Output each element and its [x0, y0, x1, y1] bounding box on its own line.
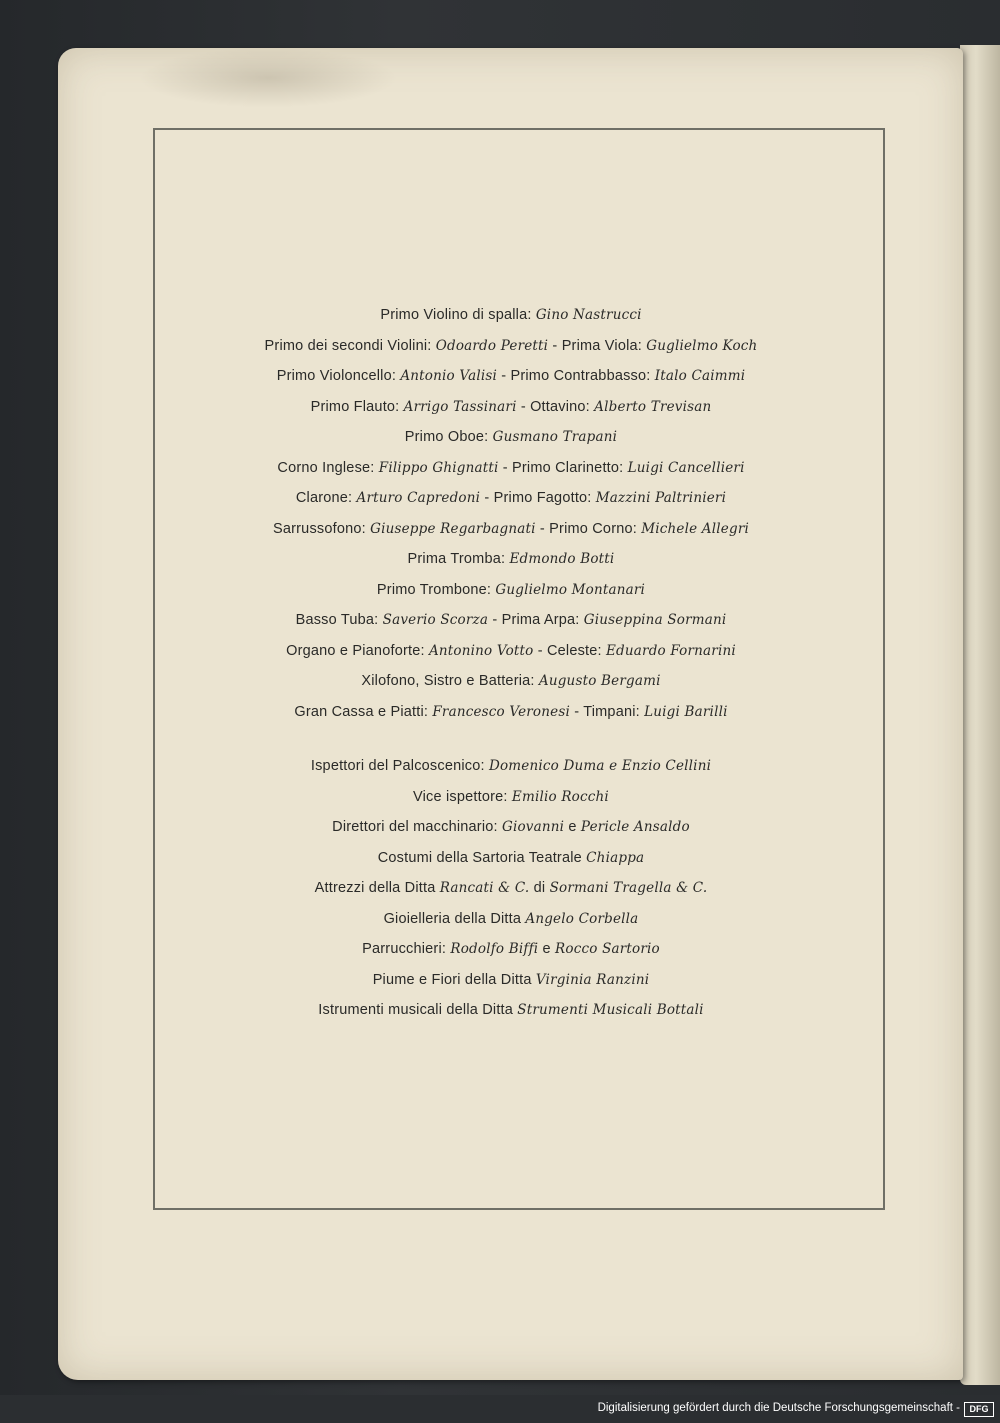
- person-name: Eduardo Fornarini: [606, 642, 736, 659]
- footer-bar: [0, 1395, 1000, 1423]
- person-name: Guglielmo Montanari: [495, 581, 646, 598]
- section-gap: [0, 727, 1000, 751]
- role-label: Direttori del macchinario:: [332, 819, 502, 835]
- credit-line: [0, 751, 1000, 782]
- role-label: Costumi della Sartoria Teatrale: [377, 849, 587, 866]
- role-label: e: [564, 819, 581, 835]
- person-name: Mazzini Paltrinieri: [595, 490, 727, 506]
- person-name: Giuseppina Sormani: [583, 612, 727, 628]
- role-label: Primo Trombone:: [376, 581, 496, 598]
- role-label: Gran Cassa e Piatti:: [294, 703, 433, 720]
- credit-line: [0, 392, 1000, 423]
- role-label: - Primo Fagotto:: [480, 490, 596, 506]
- role-label: Xilofono, Sistro e Batteria:: [361, 673, 539, 689]
- role-label: - Primo Contrabbasso:: [497, 368, 655, 384]
- credit-line: [0, 331, 1000, 362]
- person-name: Rancati & C.: [439, 880, 530, 896]
- person-name: Strumenti Musicali Bottali: [517, 1002, 704, 1018]
- person-name: Rocco Sartorio: [555, 941, 660, 957]
- credit-line: [0, 904, 1000, 935]
- person-name: Luigi Cancellieri: [627, 459, 745, 476]
- role-label: - Primo Clarinetto:: [498, 459, 628, 476]
- person-name: Sormani Tragella & C.: [549, 880, 708, 896]
- person-name: Edmondo Botti: [509, 551, 615, 567]
- role-label: Primo Flauto:: [310, 398, 404, 415]
- person-name: Alberto Trevisan: [594, 398, 712, 415]
- credit-line: [0, 843, 1000, 874]
- footer-funding-text: Digitalisierung gefördert durch die Deutsche Forschungsgemeinschaft -: [597, 1402, 960, 1414]
- credit-line: [0, 483, 1000, 514]
- person-name: Francesco Veronesi: [432, 703, 570, 720]
- credit-line: [0, 544, 1000, 575]
- person-name: Pericle Ansaldo: [580, 819, 690, 835]
- person-name: Guglielmo Koch: [646, 337, 758, 354]
- role-label: Prima Tromba:: [407, 551, 510, 567]
- role-label: - Prima Arpa:: [488, 612, 584, 628]
- credit-line: [0, 697, 1000, 728]
- role-label: - Ottavino:: [516, 398, 595, 415]
- person-name: Rodolfo Biffi: [450, 941, 539, 957]
- person-name: Antonino Votto: [428, 642, 534, 659]
- person-name: Arrigo Tassinari: [403, 398, 517, 415]
- role-label: - Celeste:: [533, 642, 606, 659]
- credit-line: [0, 605, 1000, 636]
- person-name: Emilio Rocchi: [511, 788, 609, 805]
- role-label: Istrumenti musicali della Ditta: [318, 1002, 518, 1018]
- credit-line: [0, 812, 1000, 843]
- dfg-logo: DFG: [964, 1402, 994, 1417]
- person-name: Italo Caimmi: [654, 368, 746, 384]
- person-name: Antonio Valisi: [400, 368, 497, 384]
- person-name: Arturo Capredoni: [356, 490, 481, 506]
- role-label: - Prima Viola:: [548, 337, 647, 354]
- person-name: Luigi Barilli: [644, 703, 728, 720]
- credit-line: [0, 636, 1000, 667]
- person-name: Chiappa: [586, 849, 645, 866]
- role-label: Ispettori del Palcoscenico:: [310, 758, 489, 774]
- role-label: Organo e Pianoforte:: [286, 642, 429, 659]
- role-label: Primo Violoncello:: [276, 368, 401, 384]
- credit-line: [0, 453, 1000, 484]
- role-label: Clarone:: [295, 490, 357, 506]
- credit-line: [0, 965, 1000, 996]
- role-label: Parrucchieri:: [362, 941, 451, 957]
- credit-line: [0, 995, 1000, 1026]
- person-name: Augusto Bergami: [538, 673, 661, 689]
- role-label: Sarrussofono:: [272, 520, 371, 537]
- credit-line: [0, 873, 1000, 904]
- person-name: Gusmano Trapani: [492, 429, 618, 445]
- credit-line: [0, 422, 1000, 453]
- person-name: Domenico Duma e Enzio Cellini: [488, 758, 712, 774]
- role-label: Primo Violino di spalla:: [380, 307, 536, 323]
- person-name: Gino Nastrucci: [535, 307, 642, 323]
- person-name: Filippo Ghignatti: [378, 459, 499, 476]
- role-label: di: [529, 880, 550, 896]
- role-label: Piume e Fiori della Ditta: [372, 971, 536, 988]
- credit-line: [0, 575, 1000, 606]
- role-label: - Timpani:: [569, 703, 645, 720]
- role-label: Vice ispettore:: [413, 788, 512, 805]
- credit-line: [0, 782, 1000, 813]
- role-label: Basso Tuba:: [295, 612, 383, 628]
- credit-line: [0, 361, 1000, 392]
- credit-line: [0, 934, 1000, 965]
- role-label: Primo dei secondi Violini:: [264, 337, 436, 354]
- role-label: Attrezzi della Ditta: [314, 880, 440, 896]
- person-name: Giovanni: [501, 819, 565, 835]
- person-name: Saverio Scorza: [382, 612, 489, 628]
- role-label: Corno Inglese:: [277, 459, 379, 476]
- credits-list: [0, 300, 1000, 1026]
- person-name: Michele Allegri: [641, 520, 749, 537]
- person-name: Giuseppe Regarbagnati: [370, 520, 536, 537]
- person-name: Odoardo Peretti: [435, 337, 549, 354]
- credit-line: [0, 666, 1000, 697]
- person-name: Virginia Ranzini: [535, 971, 650, 988]
- role-label: Primo Oboe:: [404, 429, 493, 445]
- role-label: - Primo Corno:: [535, 520, 642, 537]
- person-name: Angelo Corbella: [525, 910, 639, 927]
- role-label: Gioielleria della Ditta: [383, 910, 526, 927]
- credit-line: [0, 514, 1000, 545]
- role-label: e: [538, 941, 556, 957]
- credit-line: [0, 300, 1000, 331]
